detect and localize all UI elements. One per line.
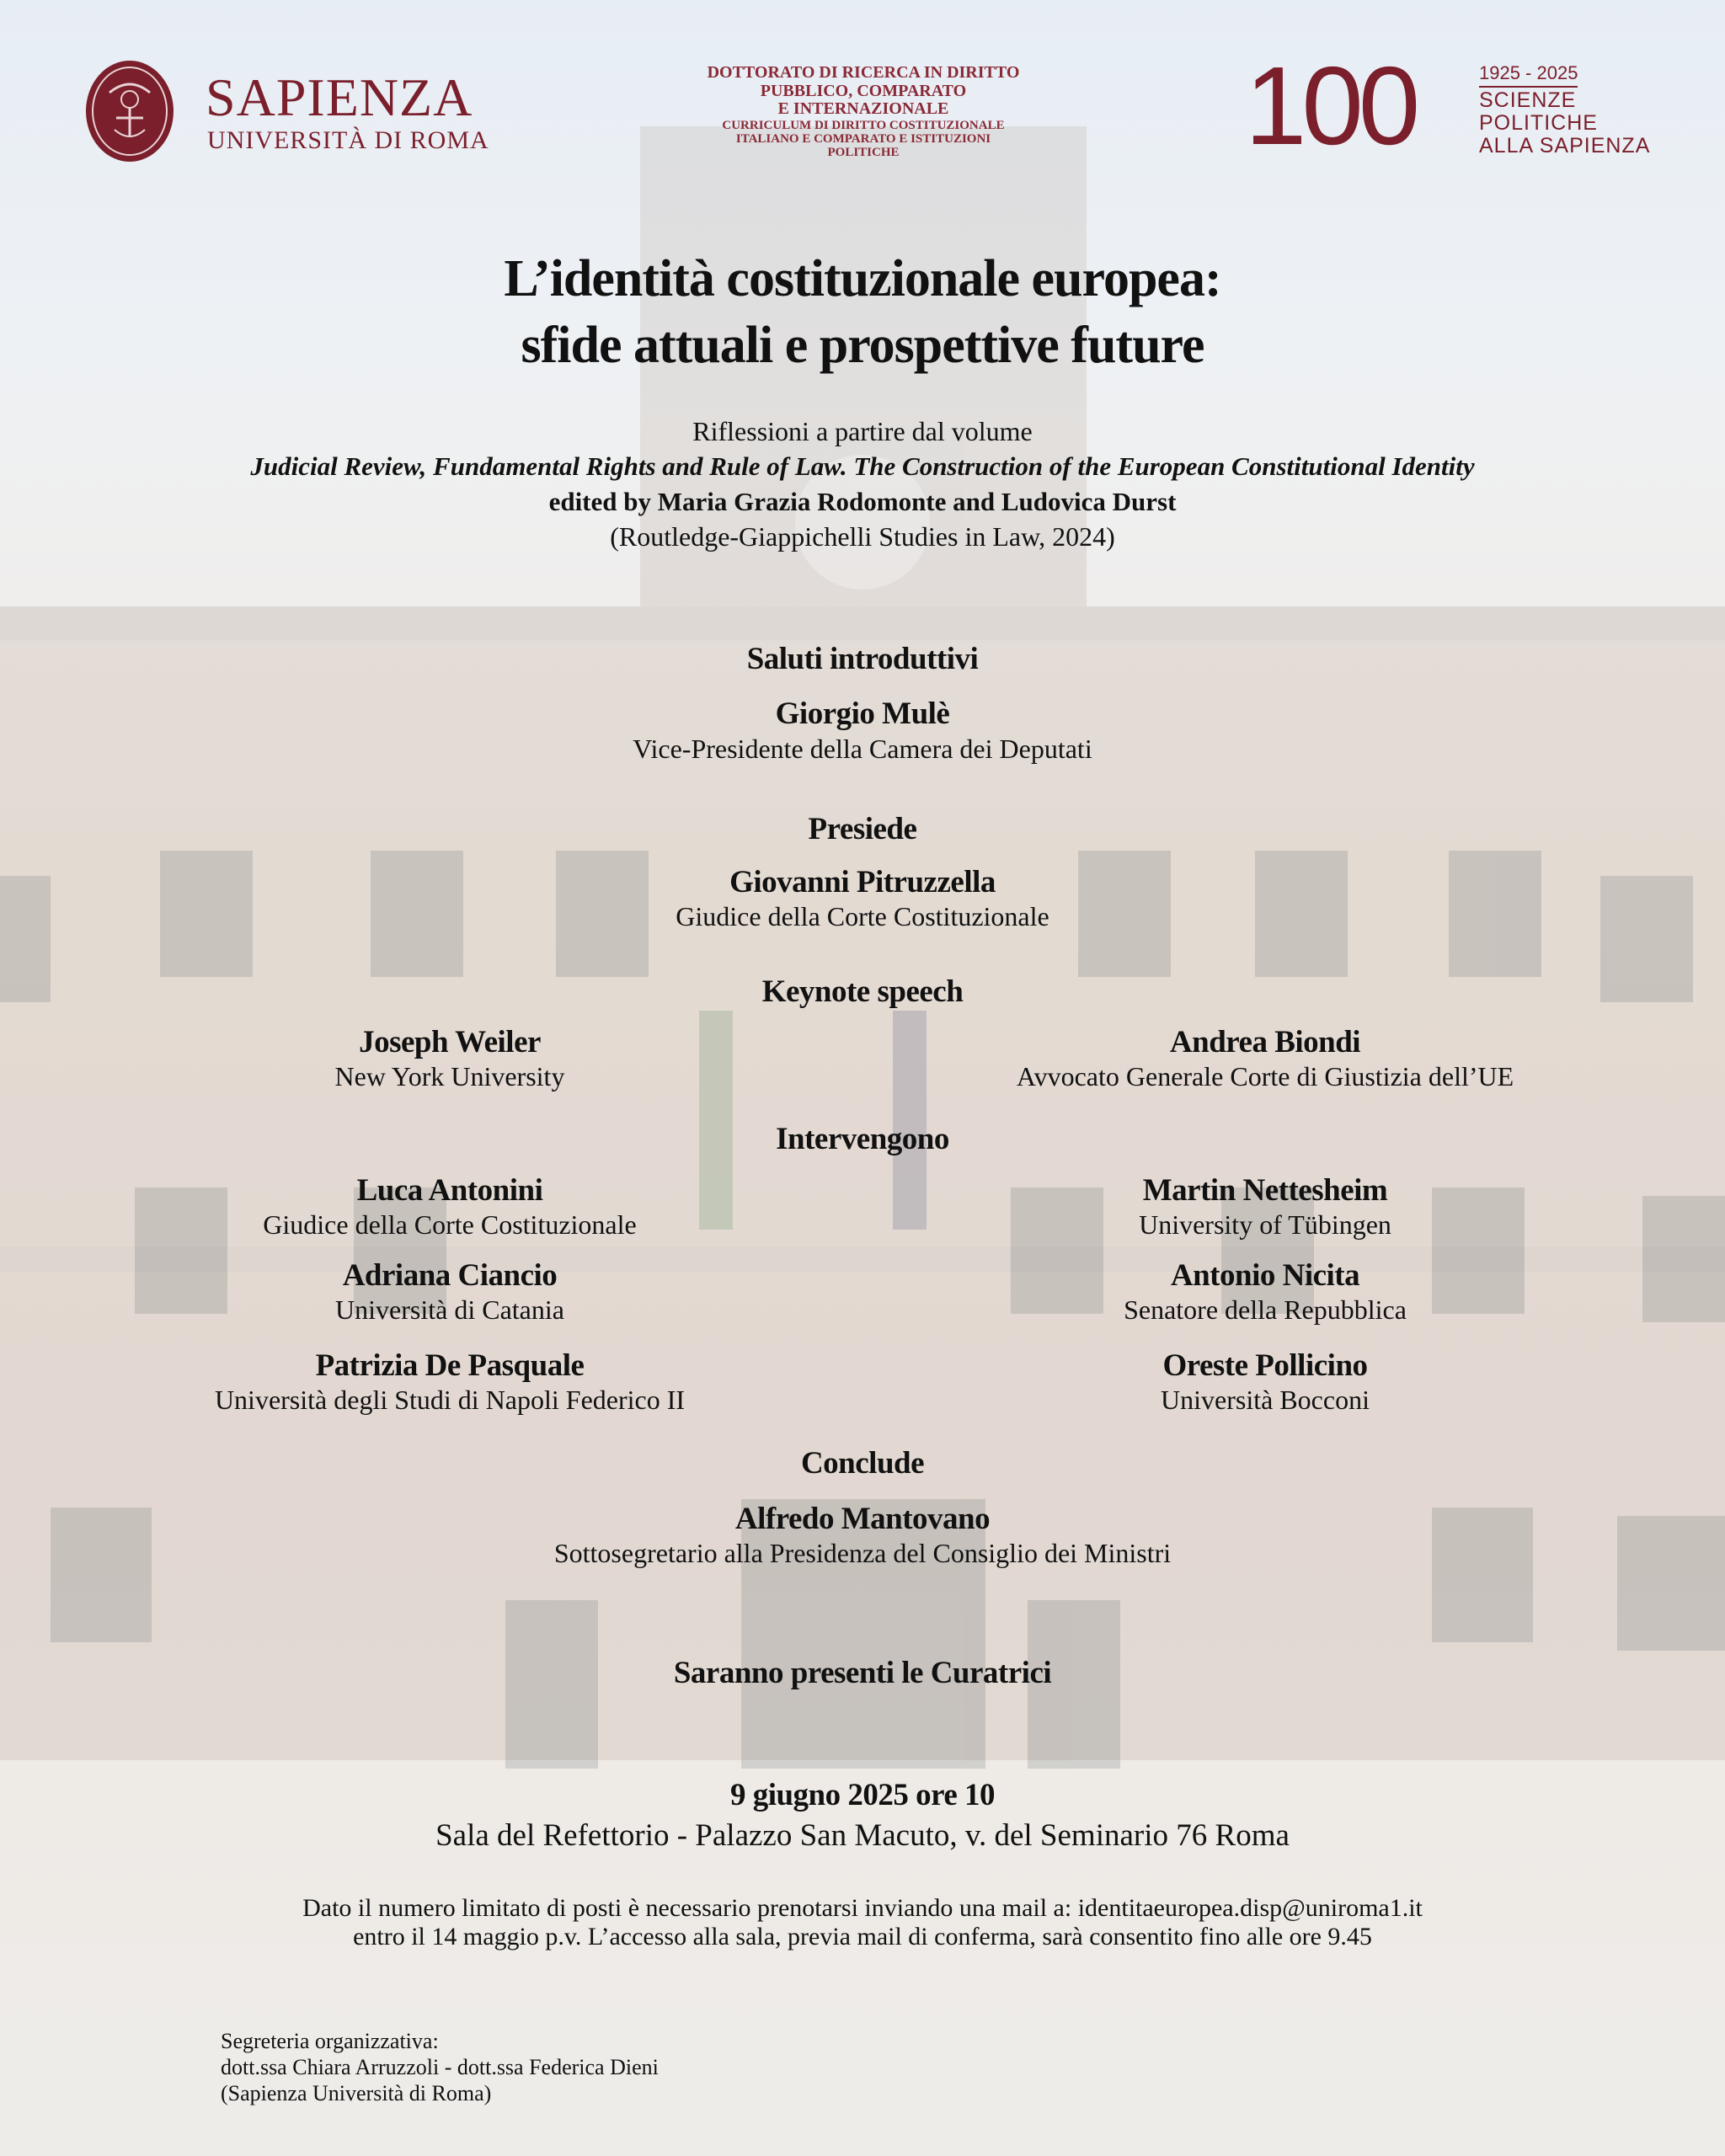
speaker-role: Giudice della Corte Costituzionale (676, 901, 1049, 931)
doctorate-line: PUBBLICO, COMPARATO (760, 81, 967, 100)
speaker-role: Senatore della Repubblica (1124, 1294, 1407, 1325)
segreteria-heading: Segreteria organizzativa: (221, 2029, 439, 2053)
book-editors: edited by Maria Grazia Rodomonte and Ludovica Durst (548, 487, 1177, 516)
doctorate-block (674, 64, 1053, 159)
centenary-number: 100 (1245, 44, 1416, 168)
speaker-name: Adriana Ciancio (342, 1258, 558, 1293)
conclude-heading: Conclude (800, 1446, 925, 1481)
segreteria-names: dott.ssa Chiara Arruzzoli - dott.ssa Federica Dieni (221, 2055, 659, 2080)
speaker-role: Avvocato Generale Corte di Giustizia dell’UE (1016, 1061, 1514, 1091)
book-series: (Routledge-Giappichelli Studies in Law, 2024) (610, 521, 1115, 552)
speaker-name: Joseph Weiler (359, 1025, 541, 1059)
centenary-text (1479, 89, 1650, 157)
centenary-logo (1245, 44, 1674, 168)
speaker-name: Alfredo Mantovano (734, 1502, 991, 1536)
speaker-role: Università di Catania (335, 1294, 564, 1325)
speaker-name: Antonio Nicita (1170, 1258, 1360, 1293)
event-date: 9 giugno 2025 ore 10 (729, 1778, 996, 1812)
intervengono-heading: Intervengono (776, 1122, 949, 1156)
university-subtitle: UNIVERSITÀ DI ROMA (207, 126, 489, 154)
centenary-line: POLITICHE (1479, 111, 1598, 135)
speaker-name: Martin Nettesheim (1142, 1173, 1388, 1208)
title-line-1: L’identità costituzionale europea: (504, 250, 1221, 307)
speaker-role: Giudice della Corte Costituzionale (263, 1209, 637, 1240)
curriculum-line: ITALIANO E COMPARATO E ISTITUZIONI (735, 131, 991, 146)
presiede-heading: Presiede (808, 812, 917, 846)
doctorate-line: E INTERNAZIONALE (777, 99, 949, 119)
event-venue: Sala del Refettorio - Palazzo San Macuto, v. del Seminario 76 Roma (435, 1818, 1290, 1853)
speaker-role: Università degli Studi di Napoli Federico II (214, 1385, 686, 1415)
event-title (0, 246, 1725, 380)
speaker-name: Oreste Pollicino (1162, 1348, 1368, 1383)
curriculum-line: CURRICULUM DI DIRITTO COSTITUZIONALE (722, 118, 1005, 132)
speaker-role: Sottosegretario alla Presidenza del Consiglio dei Ministri (553, 1538, 1172, 1568)
university-name: SAPIENZA (206, 67, 473, 127)
speaker-role: University of Tübingen (1139, 1209, 1391, 1240)
sapienza-seal-icon (84, 59, 175, 163)
book-title: Judicial Review, Fundamental Rights and Rule of Law. The Construction of the European Constitutional Identity (250, 451, 1475, 481)
booking-line-1: Dato il numero limitato di posti è necessario prenotarsi inviando una mail a: identitaeuropea.disp@uniroma1.it (302, 1894, 1423, 1922)
speaker-role: Università Bocconi (1161, 1385, 1370, 1415)
curatrici-note: Saranno presenti le Curatrici (673, 1656, 1052, 1690)
title-line-2: sfide attuali e prospettive future (521, 317, 1204, 375)
keynote-heading: Keynote speech (761, 974, 964, 1009)
centenary-years: 1925 - 2025 (1479, 62, 1578, 88)
speaker-name: Giorgio Mulè (775, 696, 950, 731)
speaker-name: Luca Antonini (356, 1173, 543, 1208)
sapienza-logo (84, 59, 489, 168)
saluti-heading: Saluti introduttivi (746, 642, 979, 676)
speaker-name: Giovanni Pitruzzella (729, 865, 996, 899)
centenary-line: ALLA SAPIENZA (1479, 134, 1651, 157)
segreteria-affiliation: (Sapienza Università di Roma) (221, 2081, 492, 2106)
doctorate-line: DOTTORATO DI RICERCA IN DIRITTO (707, 63, 1020, 82)
segreteria-block (221, 2028, 659, 2107)
speaker-name: Andrea Biondi (1169, 1025, 1361, 1059)
speaker-role: Vice-Presidente della Camera dei Deputati (633, 734, 1092, 764)
curriculum-line: POLITICHE (827, 146, 900, 160)
centenary-line: SCIENZE (1479, 88, 1577, 112)
book-intro: Riflessioni a partire dal volume (692, 416, 1033, 446)
speaker-name: Patrizia De Pasquale (315, 1348, 585, 1383)
booking-line-2: entro il 14 maggio p.v. L’accesso alla sala, previa mail di conferma, sarà consentito fino alle ore 9.45 (353, 1923, 1372, 1951)
speaker-role: New York University (334, 1061, 565, 1091)
